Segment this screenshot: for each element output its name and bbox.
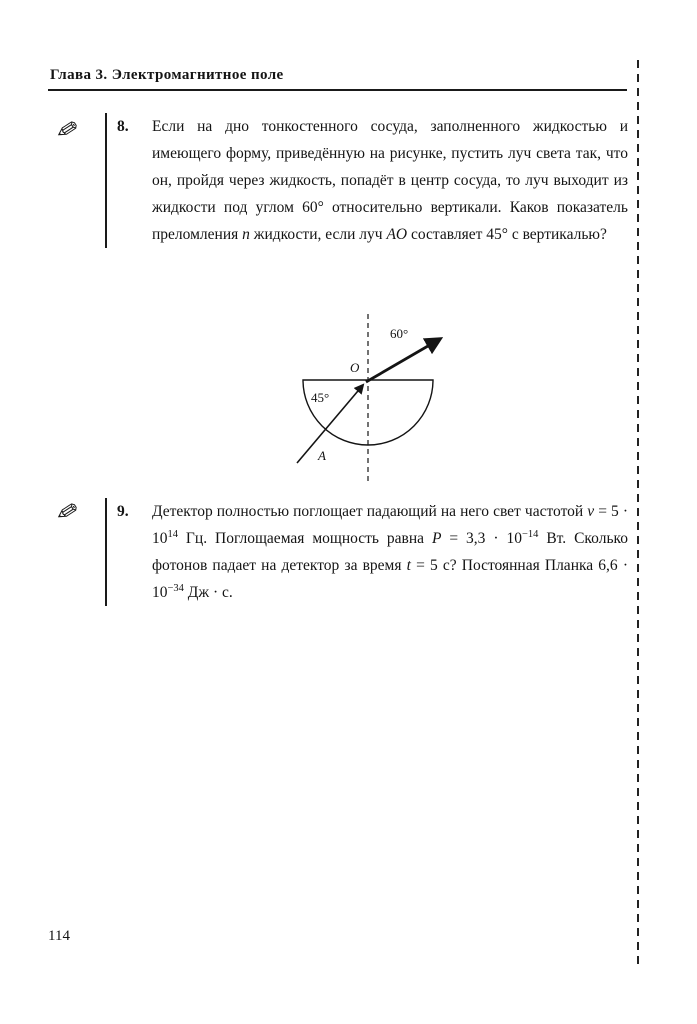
chapter-header: Глава 3. Электромагнитное поле: [50, 67, 284, 83]
page-number: 114: [48, 928, 70, 944]
page-edge-dashed-line: [636, 60, 640, 965]
problem-text: Если на дно тонкостенного сосуда, заполненного жидкостью и имеющего форму, приведённую на рисунке, пустить луч света так, что он, пройдя через жидкость, попадёт в центр сосуда, то луч выходит из жидкости под углом 60° относительно вертикали. Каков показатель преломления n жидкости, если луч AO составляет 45° с вертикалью?: [152, 118, 628, 243]
problem-number: 9.: [117, 503, 129, 520]
pen-icon: ✎: [53, 496, 81, 530]
point-a-label: A: [318, 448, 326, 463]
point-o-label: O: [350, 360, 360, 375]
incident-ray-arrow: [297, 385, 363, 463]
pen-icon: ✎: [53, 114, 81, 148]
problem-number: 8.: [117, 118, 129, 135]
refraction-figure: [278, 308, 488, 490]
problem-8: [105, 113, 628, 248]
header-divider: [48, 89, 627, 91]
problem-text: Детектор полностью поглощает падающий на него свет частотой $\nu = 5 \cdot 10^{14}$ Гц. Поглощаемая мощность равна $P = 3,3 \cdot 10^{-14}$ Вт. Сколько фотонов падает на детектор за время t = 5 с? Постоянная Планка $6,6 \cdot 10^{-34}$ Дж · с.: [152, 503, 629, 601]
angle-60-label: 60°: [390, 326, 409, 341]
refracted-ray-arrow: [366, 339, 440, 382]
problem-9: [105, 498, 628, 606]
angle-45-label: 45°: [311, 390, 330, 405]
